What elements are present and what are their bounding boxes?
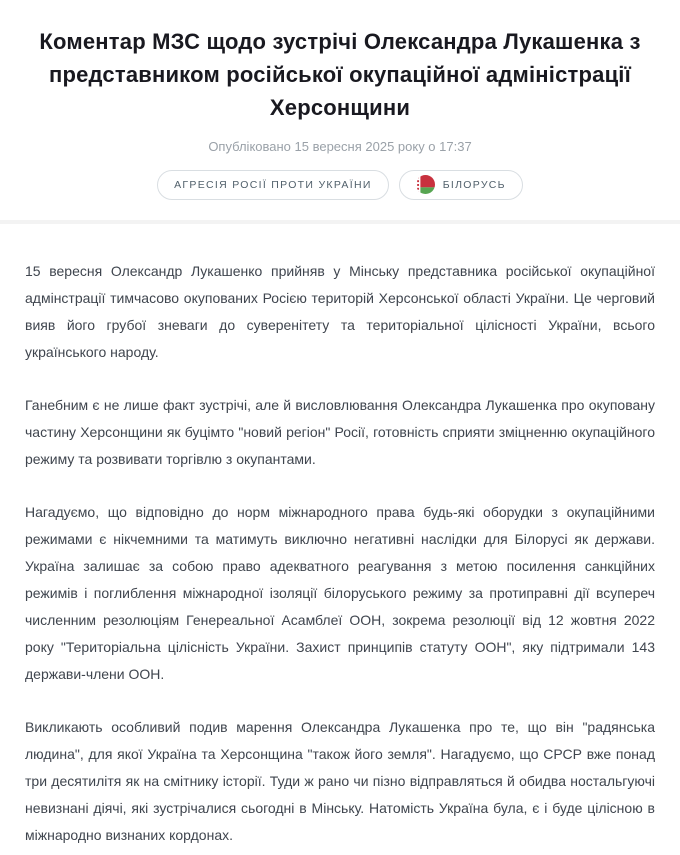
paragraph: Ганебним є не лише факт зустрічі, але й висловлювання Олександра Лукашенка про окуповану частину Херсонщини як буцімто "новий регіон" Росії, готовність сприяти зміцненню окупаційного режиму та розвивати торгівлю з окупантами. [25, 396, 655, 467]
paragraph: Нагадуємо, що відповідно до норм міжнародного права будь-які оборудки з окупаційними режимами є нікчемними та матимуть виключно негативні наслідки для Білорусі як держави. Україна залишає за собою право адекватного реагування з метою посилення санкційних режимів і поглиблення міжнародної ізоляції білоруського режиму за протиправні дії всупереч численним резолюціям Генереальної Асамблеї ООН, зокрема резолюції від 12 жовтня 2022 року "Територіальна цілісність України. Захист принципів статуту ООН", яку підтримали 143 держави-члени ООН. [25, 503, 655, 682]
tag-label: БІЛОРУСЬ [442, 178, 506, 191]
tag-label: АГРЕСІЯ РОСІЇ ПРОТИ УКРАЇНИ [174, 178, 372, 191]
tag-aggression-of-russia[interactable] [157, 170, 389, 200]
page-title-line: Херсонщини [269, 94, 411, 120]
page-title [0, 15, 680, 124]
paragraph: 15 вересня Олександр Лукашенко прийняв у Мінську представника російської окупаційної адмінстрації тимчасово окупованих Росією територій Херсонської області України. Це черговий вияв його грубої зневаги до суверенітету та територіальної цілісності України, всього українського народу. [25, 262, 655, 360]
tag-list [0, 170, 680, 200]
page-title-line: представником російської окупаційної адміністрації [48, 61, 632, 87]
tag-belarus[interactable] [399, 170, 523, 200]
article-page [0, 15, 680, 855]
article-body [0, 224, 680, 855]
paragraph: Викликають особливий подив марення Олександра Лукашенка про те, що він "радянська людина", для якої Україна та Херсонщина "також його земля". Нагадуємо, що СРСР вже понад три десятилітя як на смітнику історії. Туди ж рано чи пізно відправляться й обидва ностальгуючі невизнані діячі, які зустрічалися сьогодні в Мінську. Натомість Україна була, є і буде цілісною в міжнародно визнаних кордонах. [25, 718, 655, 843]
published-date: Опубліковано 15 вересня 2025 року о 17:37 [208, 138, 472, 154]
belarus-flag-icon [416, 175, 435, 194]
page-title-line: Коментар МЗС щодо зустрічі Олександра Лукашенка з [39, 28, 641, 54]
